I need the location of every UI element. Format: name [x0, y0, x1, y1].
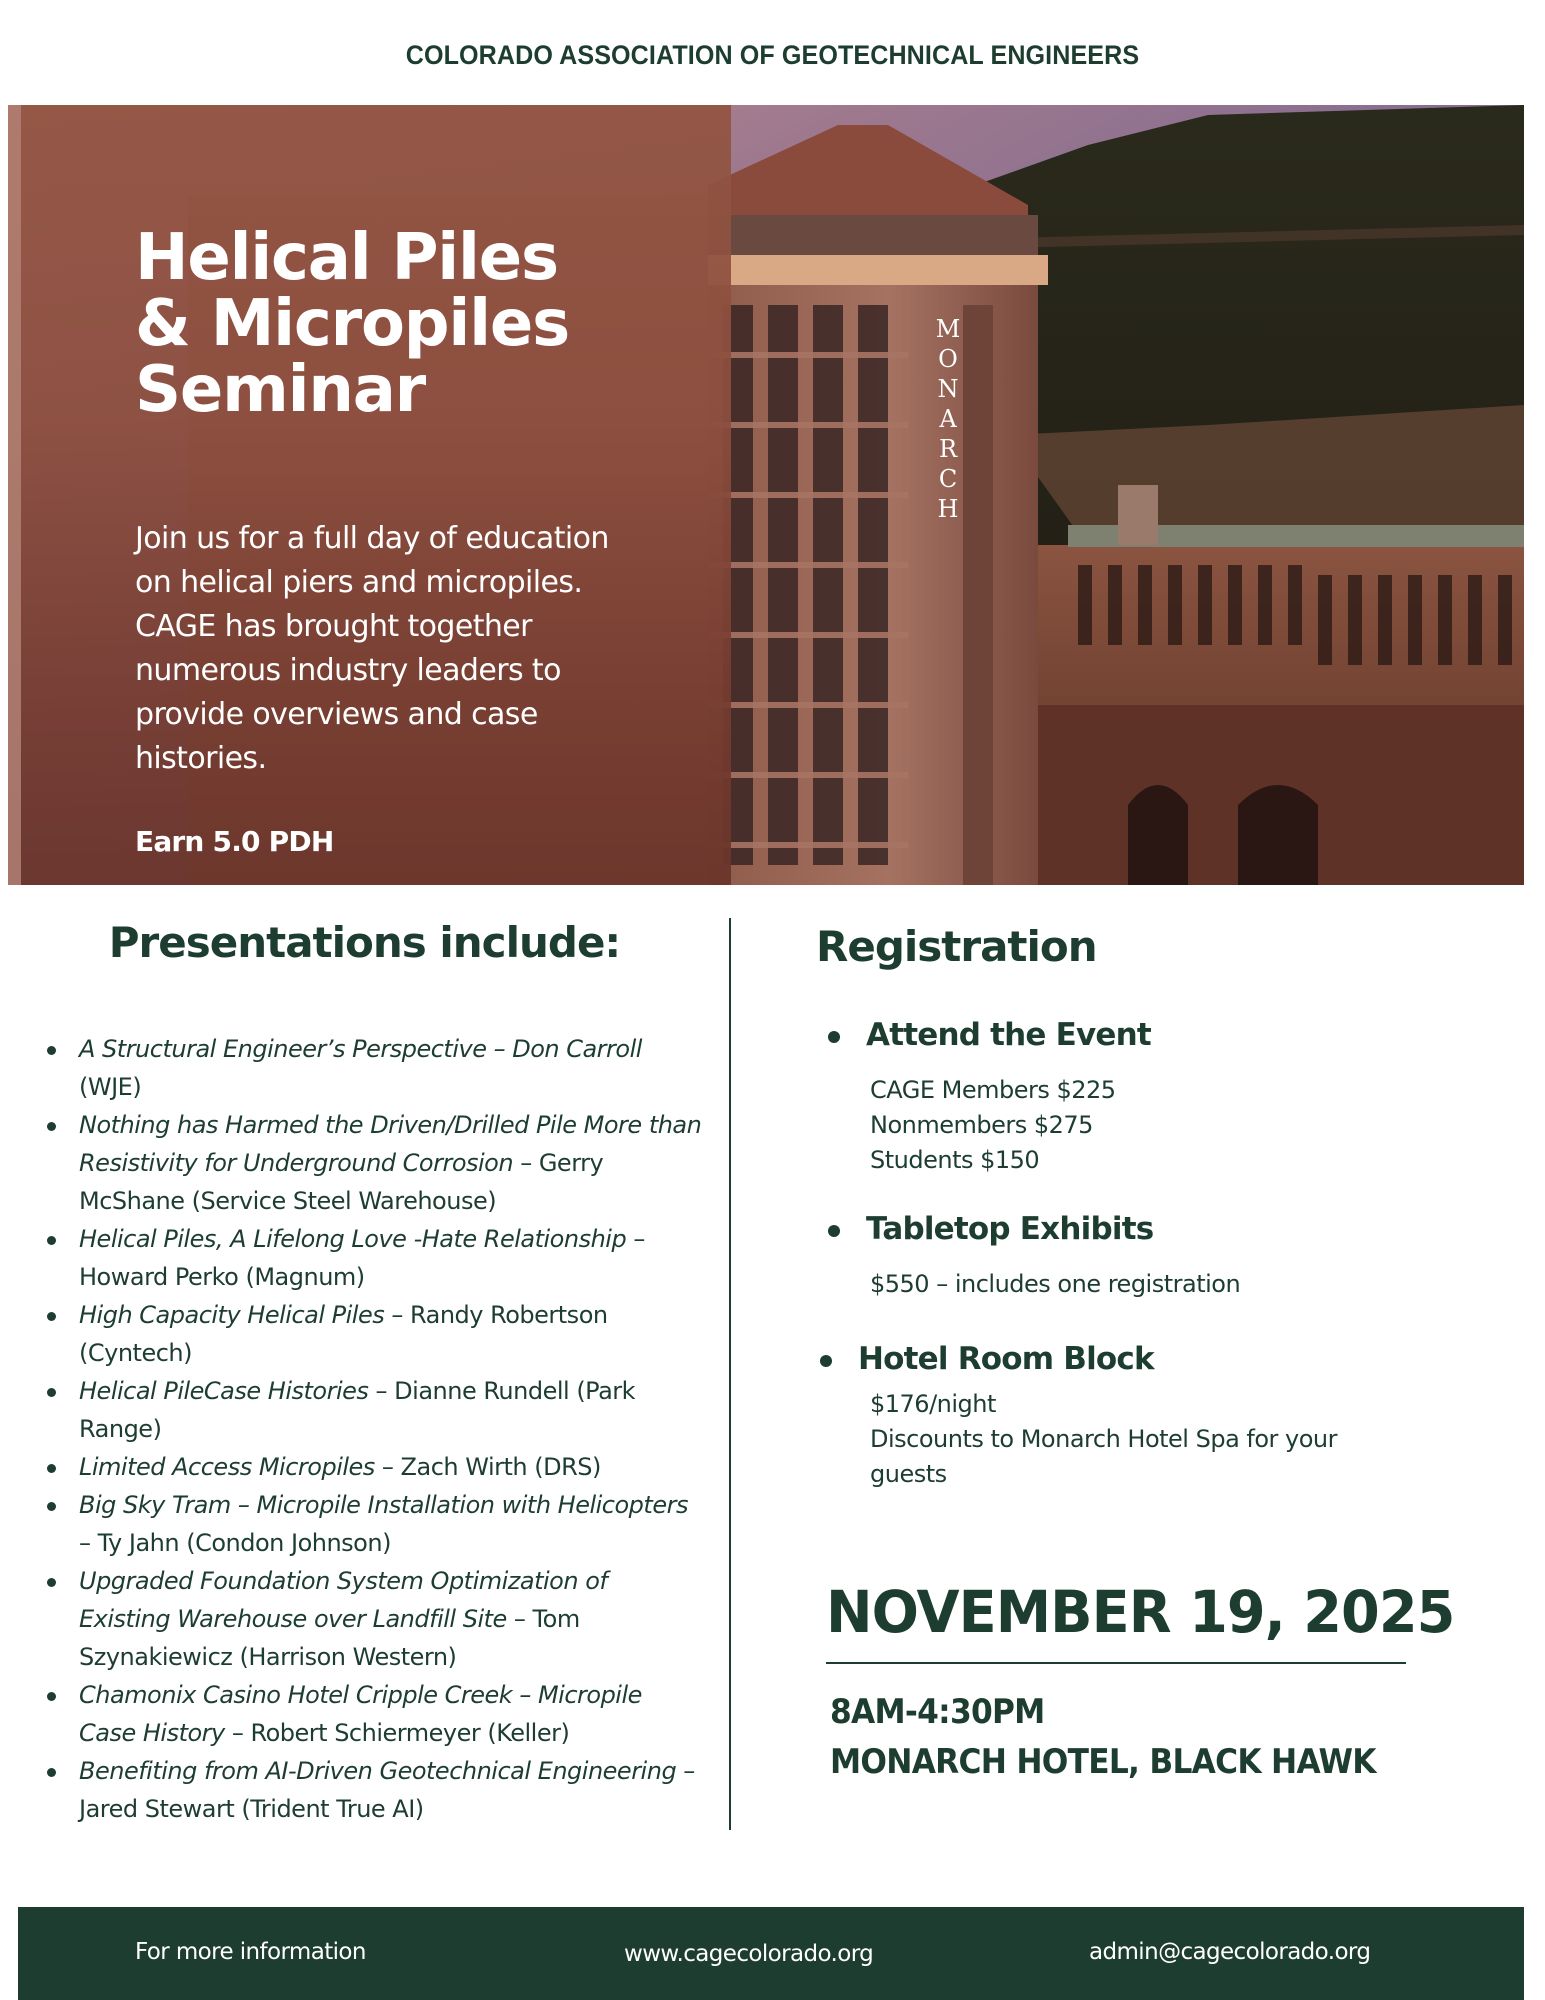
description-line: provide overviews and case — [135, 697, 538, 732]
bullet-icon — [47, 1502, 56, 1511]
reg-section-heading — [818, 1015, 1498, 1055]
presentation-item — [79, 1106, 729, 1220]
reg-section-details — [818, 1267, 1498, 1302]
reg-heading-label: Attend the Event — [866, 1017, 1151, 1053]
registration-attend — [818, 1015, 1498, 1178]
reg-section-heading — [810, 1339, 1490, 1379]
bullet-icon — [828, 1031, 840, 1043]
presentation-title: Big Sky Tram – Micropile Installation with Helicopters — [79, 1491, 688, 1519]
bullet-icon — [47, 1122, 56, 1131]
presentation-item — [79, 1030, 729, 1106]
presenter-name: – — [626, 1225, 645, 1253]
presentation-item — [79, 1486, 729, 1562]
tower-sign-letter: H — [937, 495, 959, 523]
reg-heading-label: Tabletop Exhibits — [866, 1211, 1154, 1247]
presentation-line — [79, 1448, 729, 1486]
presentation-title: Helical PileCase Histories — [79, 1377, 369, 1405]
pdh-credit: Earn 5.0 PDH — [135, 825, 334, 858]
presentation-line — [79, 1638, 729, 1676]
presentation-title: Resistivity for Underground Corrosion — [79, 1149, 514, 1177]
presentations-heading: Presentations include: — [108, 918, 621, 967]
presentation-title: Helical Piles, A Lifelong Love -Hate Relationship — [79, 1225, 627, 1253]
tower-sign-letter: A — [939, 405, 957, 433]
presentation-line — [79, 1486, 729, 1524]
reg-heading-label: Hotel Room Block — [858, 1341, 1154, 1377]
presenter-name: Range) — [79, 1415, 162, 1443]
title-line: Seminar — [135, 353, 426, 427]
website-link[interactable]: www.cagecolorado.org — [624, 1941, 874, 1967]
tower-sign-letter: R — [938, 435, 958, 463]
presentation-title: Benefiting from AI-Driven Geotechnical Engineering — [79, 1757, 677, 1785]
title-line: & Micropiles — [135, 287, 569, 361]
price-line: $176/night — [870, 1390, 996, 1418]
presentation-title: Nothing has Harmed the Driven/Drilled Pile More than — [79, 1111, 702, 1139]
presentation-line — [79, 1790, 729, 1828]
bullet-icon — [47, 1046, 56, 1055]
event-venue: MONARCH HOTEL, BLACK HAWK — [830, 1742, 1376, 1782]
bullet-icon — [47, 1464, 56, 1473]
detail-line: guests — [870, 1460, 947, 1488]
title-line: Helical Piles — [135, 221, 558, 295]
presentation-title: A Structural Engineer’s Perspective – Don Carroll — [79, 1035, 642, 1063]
presentation-item — [79, 1562, 729, 1676]
presenter-name: – Tom — [506, 1605, 580, 1633]
event-date: NOVEMBER 19, 2025 — [826, 1578, 1455, 1646]
presentation-line — [79, 1030, 729, 1068]
presentations-list — [79, 1030, 729, 1828]
registration-heading: Registration — [816, 922, 1097, 971]
bullet-icon — [820, 1355, 832, 1367]
presenter-name: (Cyntech) — [79, 1339, 192, 1367]
presentation-title: Limited Access Micropiles — [79, 1453, 375, 1481]
date-divider — [826, 1662, 1406, 1664]
presentation-line — [79, 1258, 729, 1296]
presentation-item — [79, 1372, 729, 1448]
presenter-name: Szynakiewicz (Harrison Western) — [79, 1643, 457, 1671]
organization-name: COLORADO ASSOCIATION OF GEOTECHNICAL ENGINEERS — [405, 40, 1140, 70]
presentation-title: Case History — [79, 1719, 225, 1747]
seminar-description — [135, 517, 695, 781]
presenter-name: Jared Stewart (Trident True AI) — [79, 1795, 424, 1823]
presentation-line — [79, 1372, 729, 1410]
seminar-title — [135, 221, 695, 427]
presenter-name: (WJE) — [79, 1073, 142, 1101]
presentation-title: High Capacity Helical Piles — [79, 1301, 385, 1329]
presenter-name: – Randy Robertson — [384, 1301, 608, 1329]
detail-line: Discounts to Monarch Hotel Spa for your — [870, 1425, 1338, 1453]
description-line: Join us for a full day of education — [135, 521, 609, 556]
tower-sign-letter: N — [937, 375, 959, 403]
presentation-line — [79, 1600, 729, 1638]
price-line: CAGE Members $225 — [870, 1076, 1116, 1104]
description-line: on helical piers and micropiles. — [135, 565, 583, 600]
presenter-name: – Dianne Rundell (Park — [368, 1377, 636, 1405]
presentation-title: Existing Warehouse over Landfill Site — [79, 1605, 507, 1633]
email-link[interactable]: admin@cagecolorado.org — [1089, 1939, 1371, 1965]
price-line: Students $150 — [870, 1146, 1040, 1174]
presenter-name: – — [676, 1757, 695, 1785]
presenter-name: – Robert Schiermeyer (Keller) — [224, 1719, 570, 1747]
tower-sign-letter: O — [938, 345, 958, 373]
registration-hotel — [810, 1339, 1490, 1492]
tower-sign-letter: C — [938, 465, 958, 493]
tower-sign-letter: M — [935, 315, 961, 343]
presenter-name: – Ty Jahn (Condon Johnson) — [79, 1529, 391, 1557]
event-time: 8AM-4:30PM — [830, 1692, 1045, 1732]
presentation-line — [79, 1714, 729, 1752]
description-line: histories. — [135, 741, 267, 776]
presenter-name: – Zach Wirth (DRS) — [374, 1453, 601, 1481]
presentation-line — [79, 1068, 729, 1106]
presentation-item — [79, 1296, 729, 1372]
bullet-icon — [828, 1225, 840, 1237]
footer-bar — [18, 1907, 1524, 2000]
presenter-name: – Gerry — [513, 1149, 604, 1177]
presentation-line — [79, 1182, 729, 1220]
presentation-line — [79, 1144, 729, 1182]
presentation-item — [79, 1676, 729, 1752]
column-divider — [729, 918, 731, 1830]
presentation-line — [79, 1562, 729, 1600]
more-info-label: For more information — [135, 1939, 366, 1965]
tower-sign — [936, 315, 961, 523]
reg-section-details — [810, 1387, 1490, 1492]
hero-banner — [8, 105, 1524, 885]
presentation-line — [79, 1752, 729, 1790]
presentation-title: Upgraded Foundation System Optimization of — [79, 1567, 608, 1595]
description-line: numerous industry leaders to — [135, 653, 561, 688]
registration-tabletop — [818, 1209, 1498, 1302]
bullet-icon — [47, 1388, 56, 1397]
bullet-icon — [47, 1692, 56, 1701]
bullet-icon — [47, 1312, 56, 1321]
reg-section-details — [818, 1073, 1498, 1178]
presentation-line — [79, 1524, 729, 1562]
reg-section-heading — [818, 1209, 1498, 1249]
presentation-item — [79, 1220, 729, 1296]
presenter-name: McShane (Service Steel Warehouse) — [79, 1187, 497, 1215]
presentation-item — [79, 1448, 729, 1486]
bullet-icon — [47, 1768, 56, 1777]
presentation-line — [79, 1106, 729, 1144]
presentation-item — [79, 1752, 729, 1828]
price-line: $550 – includes one registration — [870, 1270, 1241, 1298]
presentation-line — [79, 1296, 729, 1334]
price-line: Nonmembers $275 — [870, 1111, 1093, 1139]
overlay-edge-strip — [8, 105, 21, 885]
presentation-title: Chamonix Casino Hotel Cripple Creek – Micropile — [79, 1681, 642, 1709]
bullet-icon — [47, 1578, 56, 1587]
bullet-icon — [47, 1236, 56, 1245]
presentation-line — [79, 1220, 729, 1258]
presentation-line — [79, 1410, 729, 1448]
presenter-name: Howard Perko (Magnum) — [79, 1263, 365, 1291]
presentation-line — [79, 1334, 729, 1372]
presentation-line — [79, 1676, 729, 1714]
description-line: CAGE has brought together — [135, 609, 532, 644]
